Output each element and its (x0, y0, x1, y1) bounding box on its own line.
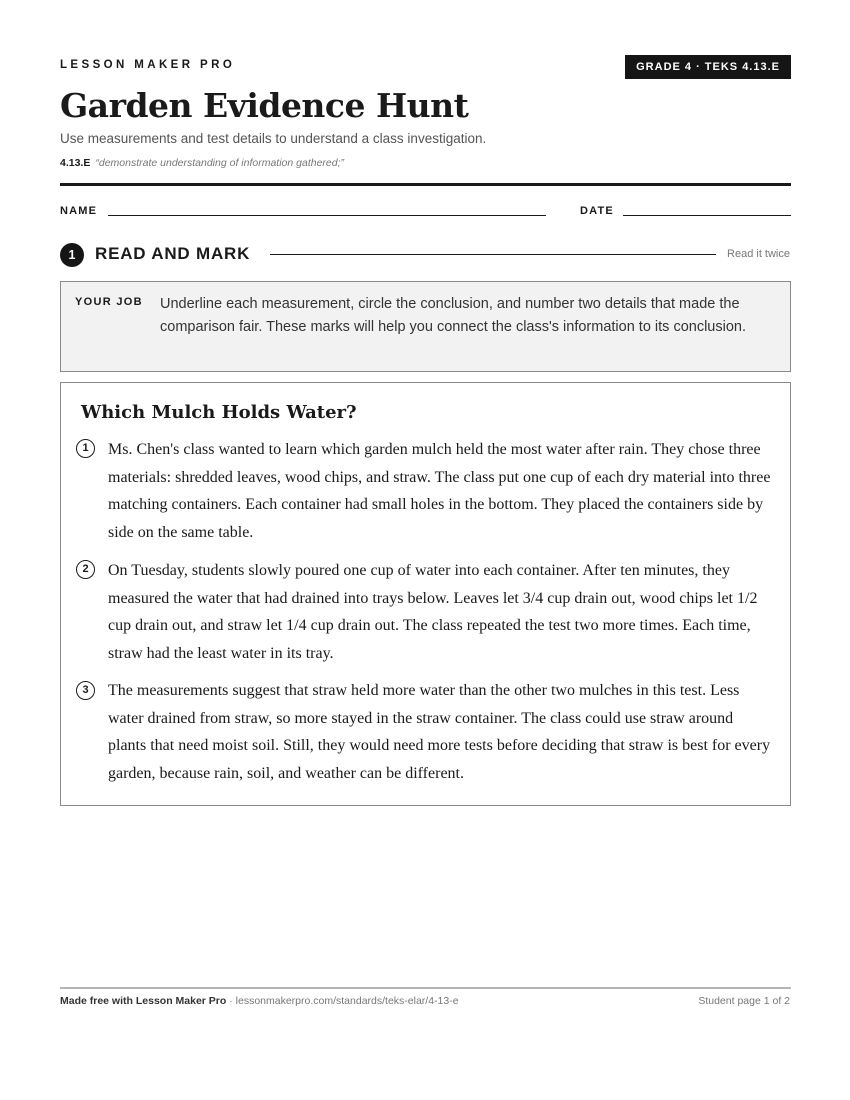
footer-credit (60, 995, 459, 1007)
section-note: Read it twice (727, 248, 790, 260)
date-label: DATE (580, 205, 614, 217)
paragraph-number: 3 (76, 681, 95, 700)
date-field[interactable] (623, 215, 791, 216)
passage-title: Which Mulch Holds Water? (81, 402, 357, 423)
paragraph-number: 1 (76, 439, 95, 458)
job-text: Underline each measurement, circle the conclusion, and number two details that made the comparison fair. These marks will help you connect the class's information to its conclusion. (160, 296, 746, 335)
passage-paragraph: Ms. Chen's class wanted to learn which garden mulch held the most water after rain. They chose three materials: shredded leaves, wood chips, and straw. The class put one cup of each dry material into three matching containers. Each container had small holes in the bottom. They placed the containers side by side on the same table. (108, 441, 771, 541)
standard-code: 4.13.E (60, 157, 91, 169)
reading-passage (60, 382, 791, 806)
page-indicator: Student page 1 of 2 (698, 995, 790, 1007)
page-header (60, 55, 791, 79)
section-number-badge: 1 (60, 243, 84, 267)
passage-paragraph: On Tuesday, students slowly poured one cup of water into each container. After ten minutes, they measured the water that had drained into trays below. Leaves let 3/4 cup drain out, wood chips let 1/2 cup drain out, and straw let 1/4 cup drain out. The class repeated the test two more times. Each time, straw had the least water in its tray. (108, 562, 758, 662)
footer-url[interactable]: · lessonmakerpro.com/standards/teks-elar/4-13-e (226, 995, 459, 1007)
header-divider (60, 183, 791, 186)
job-label: YOUR JOB (75, 296, 143, 308)
footer-brand: Made free with Lesson Maker Pro (60, 995, 227, 1007)
grade-badge: GRADE 4 · TEKS 4.13.E (625, 55, 791, 79)
standard-quote: “demonstrate understanding of information gathered;” (95, 157, 345, 169)
footer-divider (60, 987, 791, 989)
section-divider (270, 254, 716, 255)
page-title: Garden Evidence Hunt (60, 86, 469, 125)
name-field[interactable] (108, 215, 546, 216)
paragraph-number: 2 (76, 560, 95, 579)
page-subtitle: Use measurements and test details to understand a class investigation. (60, 131, 487, 146)
brand-name: LESSON MAKER PRO (60, 59, 236, 71)
passage-paragraph: The measurements suggest that straw held more water than the other two mulches in this test. Less water drained from straw, so more stayed in the straw container. The class could use straw around plants that need moist soil. Still, they would need more tests before deciding that straw is best for every garden, because rain, soil, and weather can be different. (108, 682, 771, 782)
name-label: NAME (60, 205, 98, 217)
standard-reference (60, 157, 344, 169)
section-title: READ AND MARK (95, 244, 251, 263)
job-instructions-box (60, 281, 791, 372)
